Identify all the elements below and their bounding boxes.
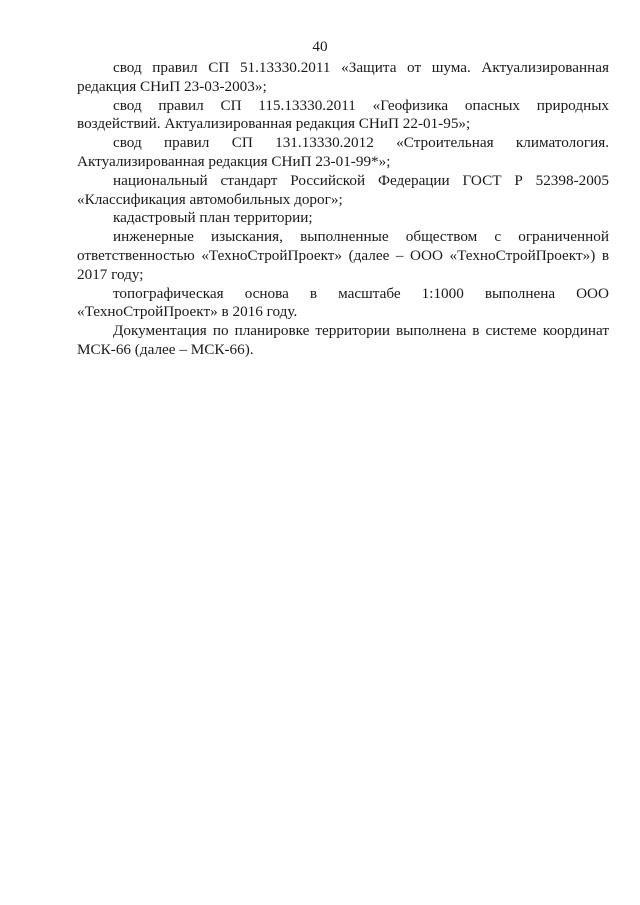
paragraph-topographic-basis: топографическая основа в масштабе 1:1000 выполнена ООО «ТехноСтройПроект» в 2016 году. <box>77 284 609 321</box>
paragraph-engineering-surveys: инженерные изыскания, выполненные обществом с ограниченной ответственностью «ТехноСтройПроект» (далее – ООО «ТехноСтройПроект») в 2017 году; <box>77 228 609 283</box>
paragraph-cadastral-plan: кадастровый план территории; <box>113 209 313 227</box>
paragraph-sp-115: свод правил СП 115.13330.2011 «Геофизика опасных природных воздействий. Актуализированная редакция СНиП 22-01-95»; <box>77 96 609 133</box>
paragraph-gost: национальный стандарт Российской Федерации ГОСТ Р 52398-2005 «Классификация автомобильных дорог»; <box>77 171 609 208</box>
page-number: 40 <box>312 38 328 55</box>
paragraph-sp-131: свод правил СП 131.13330.2012 «Строительная климатология. Актуализированная редакция СНиП 23-01-99*»; <box>77 134 609 170</box>
paragraph-sp-51: свод правил СП 51.13330.2011 «Защита от шума. Актуализированная редакция СНиП 23-03-2003»; <box>77 59 609 95</box>
paragraph-coordinate-system: Документация по планировке территории выполнена в системе координат МСК-66 (далее – МСК-66). <box>77 322 609 358</box>
document-body <box>77 59 609 360</box>
